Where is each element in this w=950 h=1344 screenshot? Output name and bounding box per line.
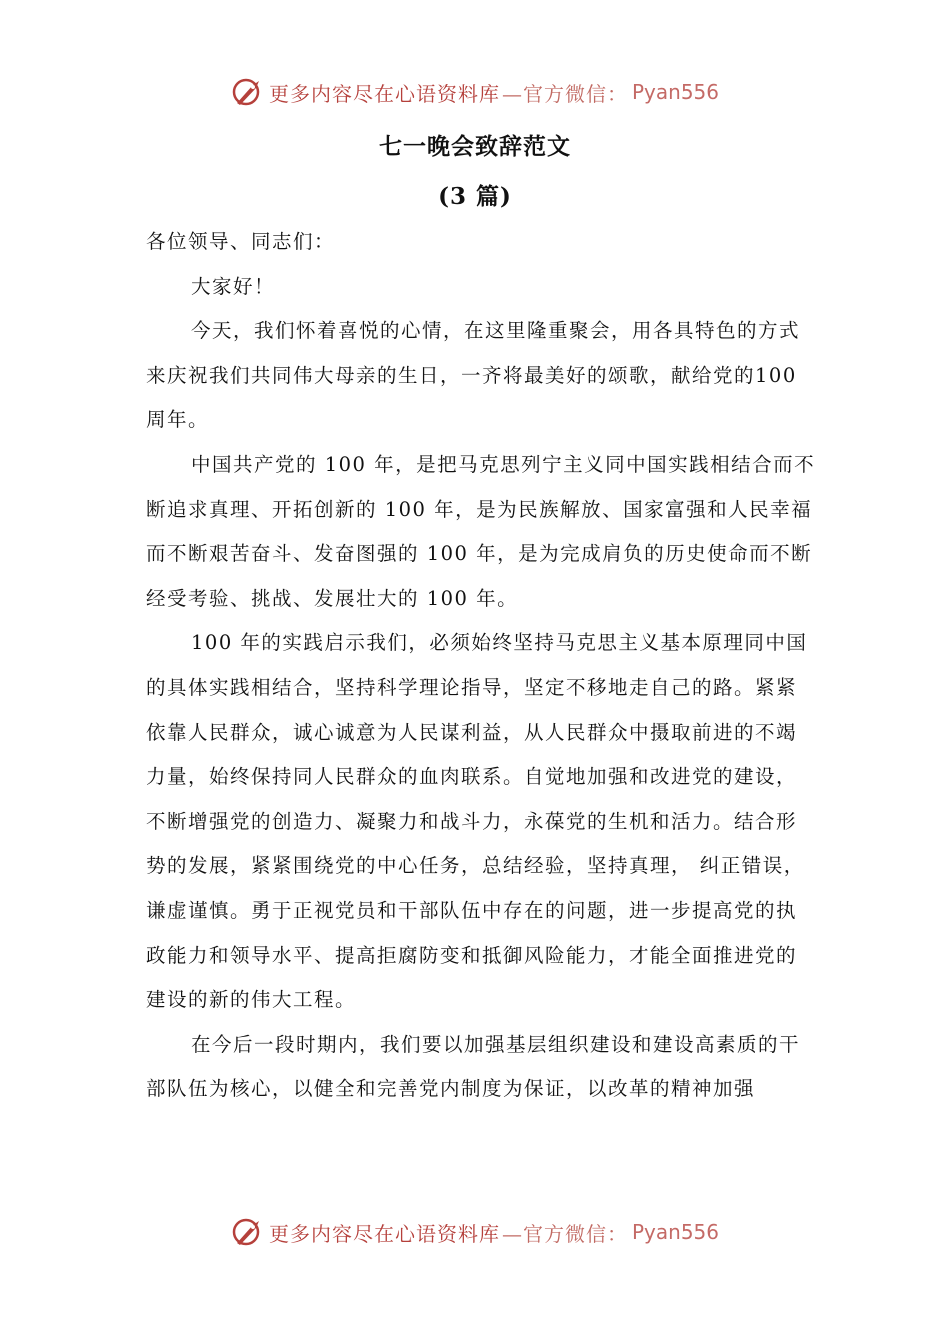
header-watermark-banner [0, 72, 950, 112]
banner-main-text: 更多内容尽在心语资料库 [268, 81, 500, 106]
banner-wechat-id: Pyan556 [631, 80, 719, 104]
paragraph-4: 在今后一段时期内，我们要以加强基层组织建设和建设高素质的干部队伍为核心，以健全和完善党内制度为保证，以改革的精神加强 [146, 1032, 801, 1101]
paragraph-2: 中国共产党的 100 年，是把马克思列宁主义同中国实践相结合而不断追求真理、开拓创新的 100 年，是为民族解放、国家富强和人民幸福而不断艰苦奋斗、发奋图强的 100 年，是为完成肩负的历史使命而不断经受考验、挑战、发展壮大的 100 年。 [146, 452, 816, 610]
footer-watermark-banner [0, 1212, 950, 1252]
pen-nib-logo-icon [231, 1215, 265, 1249]
paragraph-greeting: 大家好！ [191, 274, 276, 298]
banner-separator-text: —官方微信： [501, 1221, 628, 1246]
document-title: 七一晚会致辞范文 [379, 133, 571, 160]
document-subtitle: (3 篇) [438, 183, 512, 210]
paragraph-1: 今天，我们怀着喜悦的心情，在这里隆重聚会，用各具特色的方式来庆祝我们共同伟大母亲的生日，一齐将最美好的颂歌，献给党的100周年。 [146, 319, 801, 432]
banner-main-text: 更多内容尽在心语资料库 [268, 1221, 500, 1246]
salutation: 各位领导、同志们： [146, 230, 336, 253]
banner-separator-text: —官方微信： [501, 81, 628, 106]
banner-wechat-id: Pyan556 [631, 1220, 719, 1244]
document-body [146, 220, 816, 1112]
pen-nib-logo-icon [231, 75, 265, 109]
paragraph-3: 100 年的实践启示我们，必须始终坚持马克思主义基本原理同中国的具体实践相结合，坚持科学理论指导，坚定不移地走自己的路。紧紧依靠人民群众，诚心诚意为人民谋利益，从人民群众中摄取前进的不竭力量，始终保持同人民群众的血肉联系。自觉地加强和改进党的建设，不断增强党的创造力、凝聚力和战斗力，永葆党的生机和活力。结合形势的发展，紧紧围绕党的中心任务，总结经验，坚持真理， 纠正错误，谦虚谨慎。勇于正视党员和干部队伍中存在的问题，进一步提高党的执政能力和领导水平、提高拒腐防变和抵御风险能力，才能全面推进党的建设的新的伟大工程。 [146, 631, 808, 1012]
